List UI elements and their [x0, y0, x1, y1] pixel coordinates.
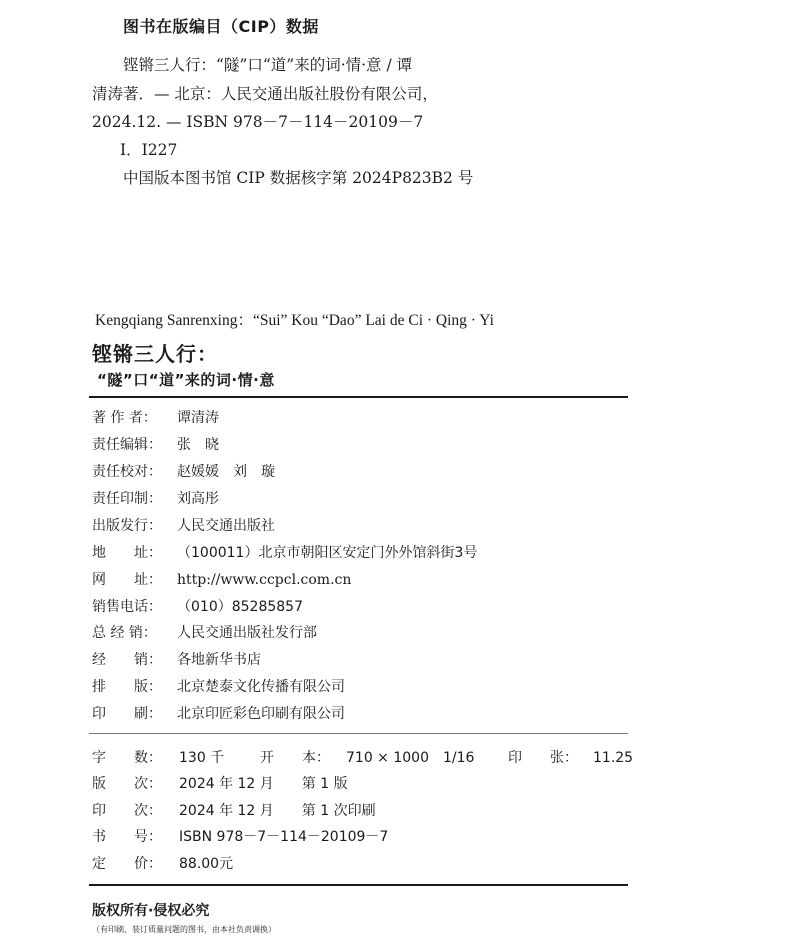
cip-line-4: Ⅰ．I227	[120, 141, 178, 159]
cip-line-1: 铿锵三人行：“隧”口“道”来的词·情·意 / 谭	[123, 56, 413, 74]
info-row-address	[92, 542, 477, 562]
spec-label: 字 数：	[92, 750, 162, 766]
title-divider	[89, 396, 628, 398]
info-label: 地 址：	[92, 545, 162, 561]
info-row-sales-phone	[92, 596, 303, 616]
info-row-printer	[92, 703, 345, 723]
book-title: 铿锵三人行：	[92, 342, 218, 366]
spec-label: 开 本：	[260, 750, 330, 766]
info-row-retailer	[92, 649, 261, 669]
spec-word-count	[92, 747, 224, 767]
cip-heading: 图书在版编目（CIP）数据	[123, 17, 319, 36]
spec-value: 2024 年 12 月 第 1 次印刷	[179, 803, 376, 819]
info-value: 人民交通出版社发行部	[177, 625, 317, 641]
cip-line-5: 中国版本图书馆 CIP 数据核字第 2024P823B2 号	[123, 169, 474, 187]
pinyin-title: Kengqiang Sanrenxing：“Sui” Kou “Dao” Lai de Ci · Qing · Yi	[95, 312, 494, 329]
copyright-notice: 版权所有·侵权必究	[92, 903, 210, 919]
spec-printing	[92, 800, 376, 820]
info-value: 谭清涛	[177, 410, 219, 426]
info-label: 印 刷：	[92, 706, 162, 722]
info-row-publisher	[92, 515, 275, 535]
spec-edition	[92, 773, 348, 793]
cip-line-3: 2024.12. — ISBN 978－7－114－20109－7	[92, 113, 424, 131]
info-row-typesetting	[92, 676, 345, 696]
info-label: 总 经 销：	[92, 625, 157, 641]
cip-line-2: 清涛著．— 北京：人民交通出版社股份有限公司，	[92, 85, 438, 103]
spec-format	[260, 747, 474, 767]
info-row-proofreader	[92, 461, 275, 481]
info-label: 经 销：	[92, 652, 162, 668]
info-label: 网 址：	[92, 572, 162, 588]
spec-label: 定 价：	[92, 856, 162, 872]
info-value: 赵媛媛 刘 璇	[177, 464, 275, 480]
info-label: 责任编辑：	[92, 437, 162, 453]
replacement-note: （有印刷、装订质量问题的图书，由本社负责调换）	[92, 925, 276, 934]
spec-print-sheets	[508, 747, 633, 767]
footer-divider	[89, 884, 628, 886]
info-value: 刘高彤	[177, 491, 219, 507]
info-label: 著 作 者：	[92, 410, 157, 426]
spec-isbn	[92, 826, 388, 846]
info-value: （010）85285857	[177, 599, 303, 615]
info-row-author	[92, 407, 219, 427]
spec-label: 印 次：	[92, 803, 162, 819]
info-value: （100011）北京市朝阳区安定门外外馆斜街3号	[177, 545, 478, 561]
info-row-distributor	[92, 622, 317, 642]
spec-value: 130 千	[179, 750, 225, 766]
info-value: 北京楚泰文化传播有限公司	[177, 679, 345, 695]
spec-value: 11.25	[593, 750, 634, 766]
info-value: 人民交通出版社	[177, 518, 275, 534]
info-divider	[89, 733, 628, 734]
info-label: 销售电话：	[92, 599, 162, 615]
info-label: 责任印制：	[92, 491, 162, 507]
spec-value: 88.00元	[179, 856, 234, 872]
info-value: http://www.ccpcl.com.cn	[177, 572, 352, 588]
spec-value: 2024 年 12 月 第 1 版	[179, 776, 348, 792]
info-label: 排 版：	[92, 679, 162, 695]
info-label: 出版发行：	[92, 518, 162, 534]
spec-price	[92, 853, 233, 873]
info-value: 北京印匠彩色印刷有限公司	[177, 706, 345, 722]
info-value: 各地新华书店	[177, 652, 261, 668]
info-value: 张 晓	[177, 437, 219, 453]
spec-value: 710 × 1000 1/16	[346, 750, 475, 766]
spec-label: 版 次：	[92, 776, 162, 792]
spec-value: ISBN 978－7－114－20109－7	[179, 829, 389, 845]
info-row-website	[92, 569, 351, 589]
spec-label: 印 张：	[508, 750, 578, 766]
spec-label: 书 号：	[92, 829, 162, 845]
book-subtitle: “隧”口“道”来的词·情·意	[97, 371, 275, 389]
info-row-editor	[92, 434, 219, 454]
info-row-print-supervisor	[92, 488, 219, 508]
info-label: 责任校对：	[92, 464, 162, 480]
